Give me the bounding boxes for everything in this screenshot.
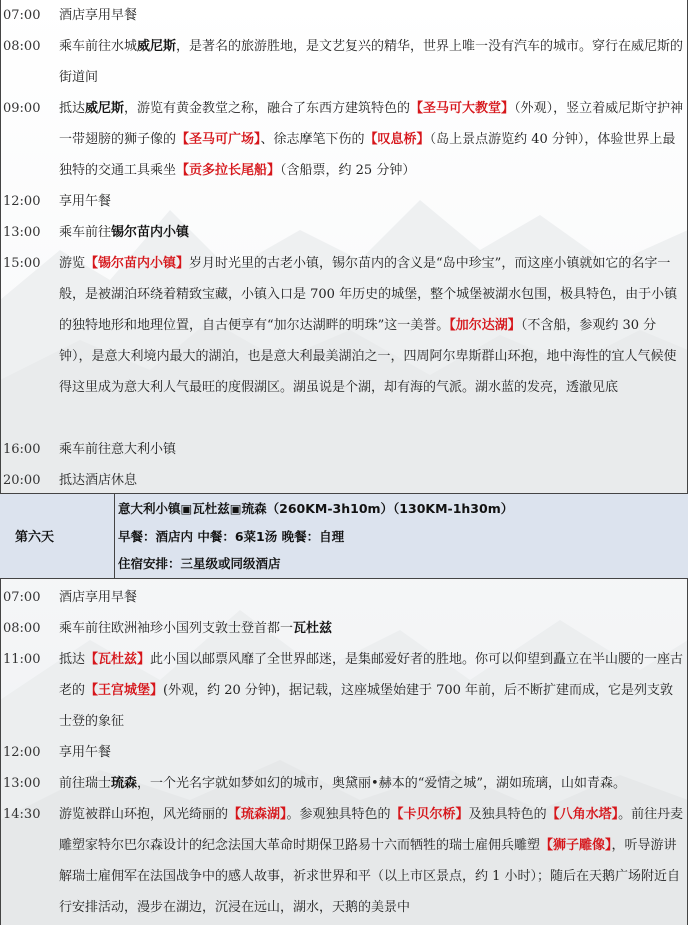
schedule-text [59, 217, 684, 248]
highlight-attraction: 【贡多拉长尾船】 [176, 163, 281, 178]
schedule-text-part: （外观），竖立着威尼斯守护神一带翅膀的狮子像的 [59, 101, 684, 147]
schedule-text-part: 抵达酒店休息 [59, 473, 138, 488]
schedule-row [0, 465, 688, 496]
schedule-text-part: 。参观独具特色的 [286, 807, 391, 822]
schedule-text [59, 465, 684, 496]
highlight-attraction: 【加尔达湖】 [449, 318, 521, 333]
schedule-text [59, 434, 684, 465]
schedule-time: 11:00 [3, 652, 41, 667]
schedule-text [59, 582, 684, 613]
schedule-text-part: 乘车前往 [59, 225, 112, 240]
schedule-text-part: (外观，约 20 分钟)，据记载，这座城堡始建于 700 年前，后不断扩建而成，它是列支敦士登的象征 [59, 683, 674, 729]
highlight-attraction: 【八角水塔】 [546, 807, 619, 822]
schedule-text-part: （不含船，参观约 30 分钟），是意大利境内最大的湖泊，也是意大利最美湖泊之一，四周阿尔卑斯群山环抱，地中海性的宜人气候使得这里成为意大利人气最旺的度假湖区。湖虽说是个湖，却有海的气派。湖水蓝的发亮，透澈见底 [59, 318, 677, 395]
schedule-time: 12:00 [3, 194, 41, 209]
schedule-row [0, 217, 688, 248]
schedule-text-part: 享用午餐 [59, 194, 112, 209]
schedule-row [0, 248, 688, 434]
schedule-time: 13:00 [3, 225, 41, 240]
schedule-text [59, 737, 684, 768]
highlight-attraction: 【琉森湖】 [228, 807, 287, 822]
bold-place: 威尼斯 [137, 39, 177, 54]
bold-place: 威尼斯 [85, 101, 125, 116]
schedule-text [59, 93, 684, 186]
day-divider [114, 494, 115, 578]
bold-place: 锡尔苗内小镇 [111, 225, 190, 240]
schedule-text [59, 186, 684, 217]
schedule-text-part: （岛上景点游览约 40 分钟），体验世界上最独特的交通工具乘坐 [59, 132, 676, 178]
schedule-text [59, 644, 684, 737]
schedule-row [0, 0, 688, 31]
schedule-text-part: ，是著名的旅游胜地，是文艺复兴的精华，世界上唯一没有汽车的城市。穿行在威尼斯的街道间 [59, 39, 684, 85]
schedule-text-part: 游览被群山环抱，风光绮丽的 [59, 807, 229, 822]
schedule-row [0, 434, 688, 465]
schedule-row [0, 768, 688, 799]
schedule-text [59, 0, 684, 31]
schedule-text-part: 乘车前往水城 [59, 39, 138, 54]
schedule-time: 14:30 [3, 807, 41, 822]
schedule-text-part: 。前往丹麦雕塑家特尔巴尔森设计的纪念法国大革命时期保卫路易十六而牺牲的瑞士雇佣兵雕塑 [59, 807, 684, 853]
schedule-text [59, 31, 684, 93]
schedule-text-part: 及独具特色的 [468, 807, 547, 822]
schedule-text [59, 768, 684, 799]
highlight-attraction: 【狮子雕像】 [540, 838, 612, 853]
highlight-attraction: 【王宫城堡】 [85, 683, 164, 698]
day-meals: 早餐：酒店内 中餐：6菜1汤 晚餐：自理 [118, 529, 345, 544]
schedule-text-part: 岁月时光里的古老小镇，锡尔苗内的含义是“岛中珍宝”，而这座小镇就如它的名字一般，是被湖泊环绕着精致宝藏，小镇入口是 700 年历史的城堡，整个城堡被湖水包围，极具特色，由于小镇的独特地形和地理位置，自古便享有“加尔达湖畔的明珠”这一美誉。 [59, 256, 678, 333]
day-header [0, 493, 688, 579]
schedule-time: 09:00 [3, 101, 41, 116]
schedule-text-part: 此小国以邮票风靡了全世界邮迷，是集邮爱好者的胜地。你可以仰望到矗立在半山腰的一座古老的 [59, 652, 684, 698]
day-name: 第六天 [15, 530, 55, 545]
schedule-time: 08:00 [3, 621, 41, 636]
bold-place: 瓦杜兹 [293, 621, 333, 636]
schedule-text-part: 、徐志摩笔下伤的 [260, 132, 365, 147]
highlight-attraction: 【瓦杜兹】 [85, 652, 151, 667]
schedule-time: 07:00 [3, 8, 41, 23]
schedule-time: 12:00 [3, 745, 41, 760]
schedule-text-part: 抵达 [59, 652, 86, 667]
schedule-text-part: ，一个光名字就如梦如幻的城市，奥黛丽•赫本的“爱情之城”，湖如琉璃，山如青森。 [137, 776, 626, 791]
day-hotel: 住宿安排：三星级或同级酒店 [118, 556, 281, 571]
highlight-attraction: 【锡尔苗内小镇】 [85, 256, 190, 271]
bold-place: 琉森 [111, 776, 138, 791]
schedule-row [0, 31, 688, 93]
highlight-attraction: 【卡贝尔桥】 [390, 807, 469, 822]
schedule-text-part: 酒店享用早餐 [59, 8, 138, 23]
schedule-row [0, 644, 688, 737]
schedule-text-part: 酒店享用早餐 [59, 590, 138, 605]
schedule-text [59, 799, 684, 923]
schedule-text [59, 248, 684, 403]
schedule-text-part: 游览 [59, 256, 86, 271]
schedule-row [0, 613, 688, 644]
highlight-attraction: 【圣马可大教堂】 [410, 101, 515, 116]
schedule-text-part: 乘车前往欧洲袖珍小国列支敦士登首都一 [59, 621, 294, 636]
highlight-attraction: 【叹息桥】 [364, 132, 430, 147]
schedule-time: 07:00 [3, 590, 41, 605]
schedule-text-part: （含船票，约 25 分钟） [280, 163, 416, 178]
schedule-row [0, 93, 688, 186]
schedule-text-part: 前往瑞士 [59, 776, 112, 791]
schedule-text-part: ，听导游讲解瑞士雇佣军在法国战争中的感人故事，祈求世界和平（以上市区景点，约 1 小时）；随后在天鹅广场附近自行安排活动，漫步在湖边，沉浸在远山，湖水，天鹅的美景中 [59, 838, 681, 915]
schedule-row [0, 799, 688, 923]
day-route: 意大利小镇▣瓦杜兹▣琉森（260KM-3h10m）（130KM-1h30m） [118, 501, 514, 516]
schedule-text-part: 享用午餐 [59, 745, 112, 760]
schedule-text-part: ，游览有黄金教堂之称，融合了东西方建筑特色的 [124, 101, 411, 116]
schedule-row [0, 186, 688, 217]
schedule-text-part: 乘车前往意大利小镇 [59, 442, 177, 457]
schedule-time: 08:00 [3, 39, 41, 54]
schedule-time: 16:00 [3, 442, 41, 457]
schedule-row [0, 737, 688, 768]
schedule-row [0, 582, 688, 613]
schedule-time: 15:00 [3, 256, 41, 271]
schedule-time: 13:00 [3, 776, 41, 791]
highlight-attraction: 【圣马可广场】 [176, 132, 261, 147]
schedule-time: 20:00 [3, 473, 41, 488]
schedule-text-part: 抵达 [59, 101, 86, 116]
schedule-text [59, 613, 684, 644]
